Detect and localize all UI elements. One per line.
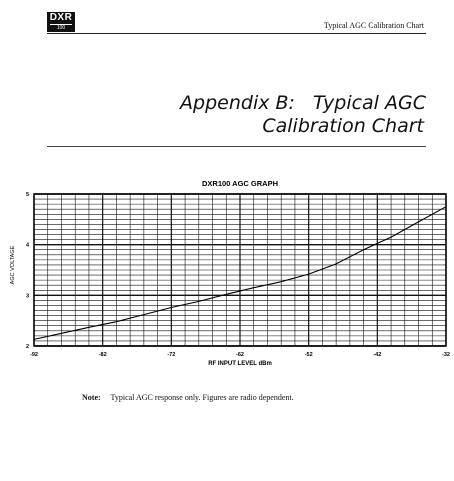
dxr100-logo [47, 12, 75, 32]
page-title-line1: Appendix B: Typical AGC [180, 92, 426, 114]
y-tick-label: 2 [25, 344, 29, 350]
x-tick-label: -92 [30, 352, 38, 358]
title-rule [47, 146, 426, 147]
note-label: Note: [82, 393, 101, 402]
y-tick-label: 5 [25, 192, 29, 198]
header-rule [47, 33, 426, 34]
page-title-line2: Calibration Chart [262, 115, 424, 137]
y-tick-label: 3 [25, 293, 29, 300]
x-tick-label: -42 [373, 352, 382, 358]
x-tick-label: -52 [304, 352, 313, 358]
x-tick-label: -32 [442, 352, 450, 358]
running-header-title: Typical AGC Calibration Chart [323, 21, 424, 30]
x-tick-label: -72 [167, 352, 176, 358]
logo-main-text: DXR [49, 12, 73, 23]
chart-y-axis-label: AGC VOLTAGE [10, 245, 16, 285]
x-tick-label: -62 [236, 352, 244, 358]
chart-title: DXR100 AGC GRAPH [202, 179, 278, 188]
chart-grid [34, 194, 446, 346]
logo-sub-text: 100 [50, 24, 72, 31]
x-tick-label: -82 [98, 352, 107, 358]
page-title [180, 92, 426, 138]
chart-x-axis-label: RF INPUT LEVEL dBm [208, 361, 272, 367]
y-tick-label: 4 [25, 242, 29, 249]
agc-chart [0, 170, 454, 375]
note-text: Typical AGC response only. Figures are radio dependent. [110, 393, 294, 402]
note [82, 393, 294, 402]
